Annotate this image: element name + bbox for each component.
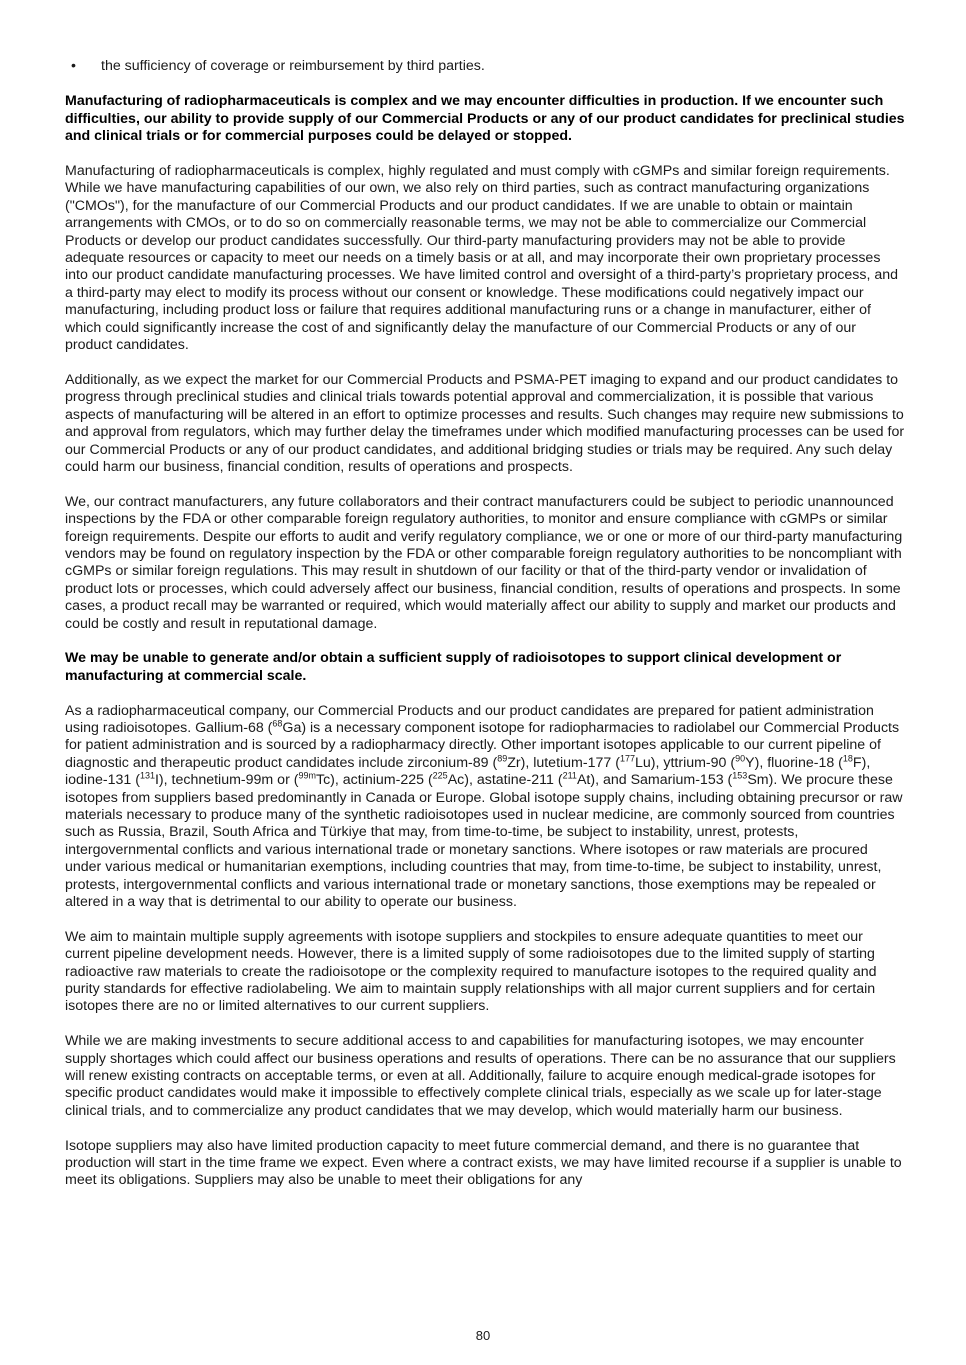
document-page — [65, 58, 905, 1207]
isotope-mass-number: 68 — [272, 718, 283, 729]
isotope-mass-number: 153 — [732, 770, 748, 781]
paragraph-manufacturing-changes: Additionally, as we expect the market for our Commercial Products and PSMA-PET imaging to expand and our product candidates to progress through preclinical studies and clinical trials towards potential approval and commercialization, it is possible that various aspects of manufacturing will be altered in an effort to optimize processes and results. Such changes may require new submissions to and approval from regulators, which may further delay the timeframes under which modified manufacturing processes can be used for our Commercial Products or any of our product candidates, and additional bridging studies or trials may be required. Any such delay could harm our business, financial condition, results of operations and prospects. — [65, 371, 905, 475]
section-heading-manufacturing: Manufacturing of radiopharmaceuticals is complex and we may encounter difficulties in production. If we encounter such difficulties, our ability to provide supply of our Commercial Products or any of our product candidates for preclinical studies and clinical trials or for commercial purposes could be delayed or stopped. — [65, 93, 905, 145]
text-run: Ga) is a necessary component isotope for radiopharmacies to radiolabel our Commercial Products for patient administration and is sourced by a radiopharmacy directly. Other important isotopes applicable to our current pipeline of diagnostic and therapeutic product candidates include zirconium-89 ( — [65, 719, 900, 771]
page-number: 80 — [475, 1328, 491, 1343]
section-heading-radioisotopes: We may be unable to generate and/or obtain a sufficient supply of radioisotopes to support clinical development or manufacturing at commercial scale. — [65, 650, 842, 684]
paragraph-investments: While we are making investments to secure additional access to and capabilities for manufacturing isotopes, we may encounter supply shortages which could affect our business operations and results of operations. There can be no assurance that our suppliers will renew existing contracts on acceptable terms, or even at all. Additionally, failure to acquire enough medical-grade isotopes for specific product candidates would make it impossible to effectively complete clinical trials, especially as we scale up for later-stage clinical trials, and to commercialize any product candidates that we may develop, which would materially harm our business. — [65, 1033, 896, 1119]
text-run: As a radiopharmaceutical company, our Commercial Products and our product candidates are prepared for patient administration using radioisotopes. Gallium-68 ( — [65, 702, 874, 736]
text-run: F), iodine-131 ( — [65, 754, 871, 789]
text-run: Ac), astatine-211 ( — [447, 772, 563, 789]
text-run: At), and Samarium-153 ( — [576, 772, 733, 789]
isotope-mass-number: 225 — [432, 770, 448, 781]
paragraph-radioisotopes — [65, 703, 905, 912]
text-run: Sm). We procure these isotopes from suppliers based predominantly in Canada or Europe. Global isotope supply chains, including obtaining precursor or raw materials necessary to produce many of the synthetic radioisotopes used in nuclear medicine, are commonly sourced from countries such as Russia, Brazil, South Africa and Türkiye that may, from time-to-time, be subject to instability, unrest, protests, intergovernmental conflicts and various international trade or monetary sanctions. Where isotopes or raw materials are procured under various medical or humanitarian exemptions, including countries that may, from time-to-time, be subject to instability, unrest, protests, intergovernmental conflicts and various international trade or monetary sanctions, those exemptions may be repealed or altered in a way that is detrimental to our ability to operate our business. — [65, 772, 903, 911]
paragraph-supply-agreements: We aim to maintain multiple supply agreements with isotope suppliers and stockpiles to ensure adequate quantities to meet our current pipeline development needs. However, there is a limited supply of some radioisotopes due to the limited supply of starting radioactive raw materials to create the radioisotope or the complexity required to manufacture isotopes to the required quality and purity standards for effective radiolabeling. We aim to maintain supply relationships with all major current suppliers and for certain isotopes there are no or limited alternatives to our current suppliers. — [65, 928, 877, 1015]
isotope-mass-number: 18 — [842, 753, 853, 764]
paragraph-manufacturing-complex: Manufacturing of radiopharmaceuticals is complex, highly regulated and must comply with cGMPs and similar foreign requirements. While we have manufacturing capabilities of our own, we also rely on third parties, such as contract manufacturing organizations ("CMOs"), for the manufacture of our Commercial Products and our product candidates. If we are unable to obtain or maintain arrangements with CMOs, or to do so on commercially reasonable terms, we may not be able to commercialize our Commercial Products or develop our product candidates successfully. Our third-party manufacturing providers may not be able to provide adequate resources or capacity to meet our needs on a timely basis or at all, and may incorporate their own proprietary processes into our product candidate manufacturing processes. We have limited control and oversight of a third-party’s proprietary process, and a third-party may elect to modify its process without our consent or knowledge. These modifications could negatively impact our manufacturing, including product loss or failure that requires additional manufacturing runs or a change in manufacturer, either of which could significantly increase the cost of and significantly delay the manufacture of our Commercial Products or any of our product candidates. — [65, 163, 899, 354]
paragraph-inspections: We, our contract manufacturers, any future collaborators and their contract manufacturers could be subject to periodic unannounced inspections by the FDA or other comparable foreign regulatory authorities, to monitor and ensure compliance with cGMPs or similar foreign requirements. Despite our efforts to audit and verify regulatory compliance, we or one or more of our third-party manufacturing vendors may be found on regulatory inspection by the FDA or other comparable foreign regulatory authorities to be noncompliant with cGMPs or similar foreign regulations. This may result in shutdown of our facility or that of the third-party vendor or invalidation of product lots or processes, which could adversely affect our business, financial condition, results of operations and prospects. In some cases, a product recall may be warranted or required, which would materially affect our ability to supply and market our products and could be costly and result in reputational damage. — [65, 493, 903, 632]
text-run: Tc), actinium-225 ( — [315, 772, 433, 789]
bullet-dot: • — [71, 58, 76, 74]
paragraph-supplier-capacity: Isotope suppliers may also have limited production capacity to meet future commercial demand, and there is no guarantee that production will start in the time frame we expect. Even where a contract exists, we may have limited recourse if a supplier is unable to meet its obligations. Suppliers may also be unable to meet their obligations for any — [65, 1137, 902, 1189]
bullet-text: the sufficiency of coverage or reimbursement by third parties. — [101, 58, 485, 74]
text-run: Lu), yttrium-90 ( — [634, 754, 736, 771]
text-run: Zr), lutetium-177 ( — [507, 754, 620, 771]
isotope-mass-number: 177 — [619, 753, 635, 764]
isotope-mass-number: 211 — [562, 770, 577, 781]
text-run: I), technetium-99m or ( — [154, 772, 299, 789]
bullet-item — [65, 58, 905, 75]
text-run: Y), fluorine-18 ( — [745, 754, 843, 771]
isotope-mass-number: 131 — [139, 770, 155, 781]
isotope-mass-number: 89 — [497, 753, 508, 764]
isotope-mass-number: 90 — [735, 753, 746, 764]
isotope-mass-number: 99m — [298, 770, 316, 781]
